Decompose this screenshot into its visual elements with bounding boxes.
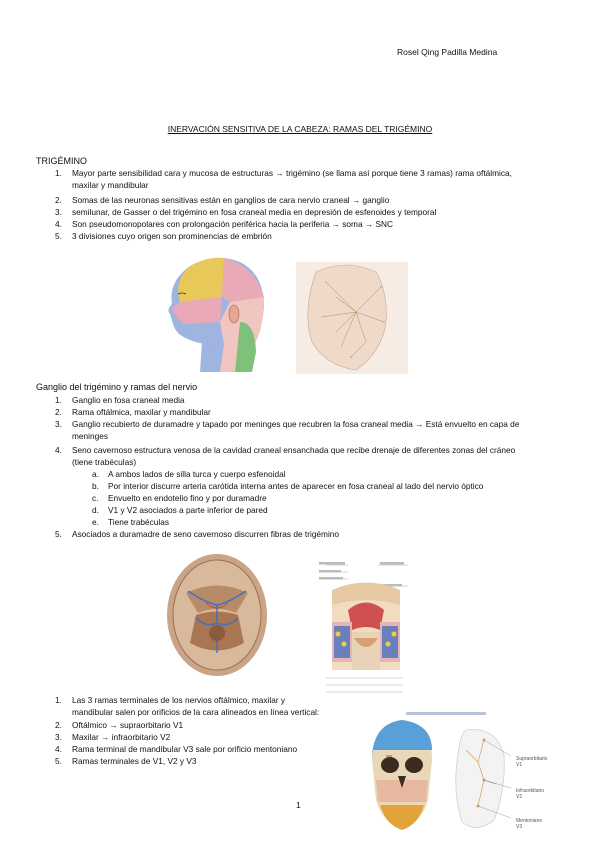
page-number: 1 — [296, 800, 301, 810]
sub-list-item — [92, 493, 267, 505]
item-number: 4. — [55, 445, 62, 455]
list-item — [55, 407, 211, 419]
list-item — [55, 219, 393, 231]
sub-list-item — [92, 505, 268, 517]
item-number: 2. — [55, 720, 62, 730]
item-number: 4. — [55, 219, 62, 229]
list-item — [55, 419, 520, 442]
list-item — [55, 732, 171, 744]
skull-label: V3 — [516, 824, 523, 830]
dermatome-head-figure — [160, 252, 270, 372]
section-heading-trigemino: TRIGÉMINO — [36, 156, 87, 166]
item-text: Ganglio recubierto de duramadre y tapado por meninges que recubren la fosa craneal media → Está envuelto en capa de — [72, 419, 520, 429]
item-letter: a. — [92, 469, 99, 479]
item-number: 2. — [55, 195, 62, 205]
author-name: Rosel Qing Padilla Medina — [397, 47, 498, 57]
cavernous-sinus-figure — [318, 560, 414, 698]
item-number: 1. — [55, 695, 62, 705]
item-text: Asociados a duramadre de seno cavernoso discurren fibras de trigémino — [72, 529, 340, 539]
item-text: Oftálmico → supraorbitario V1 — [72, 720, 184, 730]
item-number: 3. — [55, 419, 62, 429]
item-letter: e. — [92, 517, 99, 527]
item-number: 3. — [55, 207, 62, 217]
page-title: INERVACIÓN SENSITIVA DE LA CABEZA: RAMAS DEL TRIGÉMINO — [167, 124, 433, 134]
item-letter: d. — [92, 505, 99, 515]
item-text: Rama oftálmica, maxilar y mandibular — [72, 407, 211, 417]
skull-label: V2 — [516, 794, 523, 800]
list-item — [55, 744, 298, 756]
sub-list-item — [92, 517, 170, 529]
skull-label: V1 — [516, 762, 523, 768]
item-text: Seno cavernoso estructura venosa de la cavidad craneal ensanchada que recibe drenaje de diferentes zonas del cráneo — [72, 445, 516, 455]
face-nerves-figure — [296, 262, 408, 374]
list-item — [55, 756, 197, 768]
item-text: Las 3 ramas terminales de los nervios oftálmico, maxilar y — [72, 695, 286, 705]
item-number: 2. — [55, 407, 62, 417]
item-text: (tiene trabéculas) — [72, 456, 137, 467]
list-item — [55, 445, 516, 468]
list-item — [55, 529, 340, 541]
item-text: Mayor parte sensibilidad cara y mucosa de estructuras → trigémino (se llama así porque tiene 3 ramas) rama oftálmica, — [72, 168, 512, 178]
skull-label: Supraorbitario — [516, 756, 548, 762]
item-text: Por interior discurre arteria carótida interna antes de aparecer en fosa craneal al lado del nervio óptico — [108, 481, 484, 491]
list-item — [55, 207, 437, 219]
item-text: Somas de las neuronas sensitivas están en ganglios de cara nervio craneal → ganglio — [72, 195, 390, 205]
item-number: 1. — [55, 395, 62, 405]
skull-foramina-figure — [366, 710, 548, 848]
item-text: V1 y V2 asociados a parte inferior de pared — [108, 505, 268, 515]
item-text: A ambos lados de silla turca y cuerpo esfenoidal — [108, 469, 286, 479]
item-number: 5. — [55, 756, 62, 766]
item-text: Rama terminal de mandibular V3 sale por orificio mentoniano — [72, 744, 298, 754]
item-text: maxilar y mandibular — [72, 179, 149, 190]
item-text: 3 divisiones cuyo origen son prominencias de embrión — [72, 231, 272, 241]
item-text: semilunar, de Gasser o del trigémino en fosa craneal media en depresión de esfenoides y temporal — [72, 207, 437, 217]
item-number: 3. — [55, 732, 62, 742]
item-letter: b. — [92, 481, 99, 491]
list-item — [55, 195, 390, 207]
list-item — [55, 168, 512, 191]
item-number: 1. — [55, 168, 62, 178]
item-text: Tiene trabéculas — [108, 517, 170, 527]
item-text: Envuelto en endotelio fino y por duramadre — [108, 493, 267, 503]
sub-list-item — [92, 469, 286, 481]
item-letter: c. — [92, 493, 99, 503]
item-number: 4. — [55, 744, 62, 754]
skull-label: Infraorbitario — [516, 788, 545, 794]
item-text: Ganglio en fosa craneal media — [72, 395, 185, 405]
item-text: Ramas terminales de V1, V2 y V3 — [72, 756, 197, 766]
sub-list-item — [92, 481, 484, 493]
list-item — [55, 231, 272, 243]
item-text: Son pseudomonopolares con prolongación periférica hacia la periferia → soma → SNC — [72, 219, 393, 229]
item-text: mandibular salen por orificios de la cara alineados en línea vertical: — [72, 706, 320, 717]
item-text: Maxilar → infraorbitario V2 — [72, 732, 171, 742]
section-heading-ganglio: Ganglio del trigémino y ramas del nervio — [36, 382, 198, 392]
list-item — [55, 695, 320, 718]
list-item — [55, 720, 184, 732]
item-number: 5. — [55, 529, 62, 539]
skull-label: Mentoniano — [516, 818, 543, 824]
item-text: meninges — [72, 430, 108, 441]
list-item — [55, 395, 185, 407]
cranial-fossa-figure — [166, 553, 268, 677]
item-number: 5. — [55, 231, 62, 241]
